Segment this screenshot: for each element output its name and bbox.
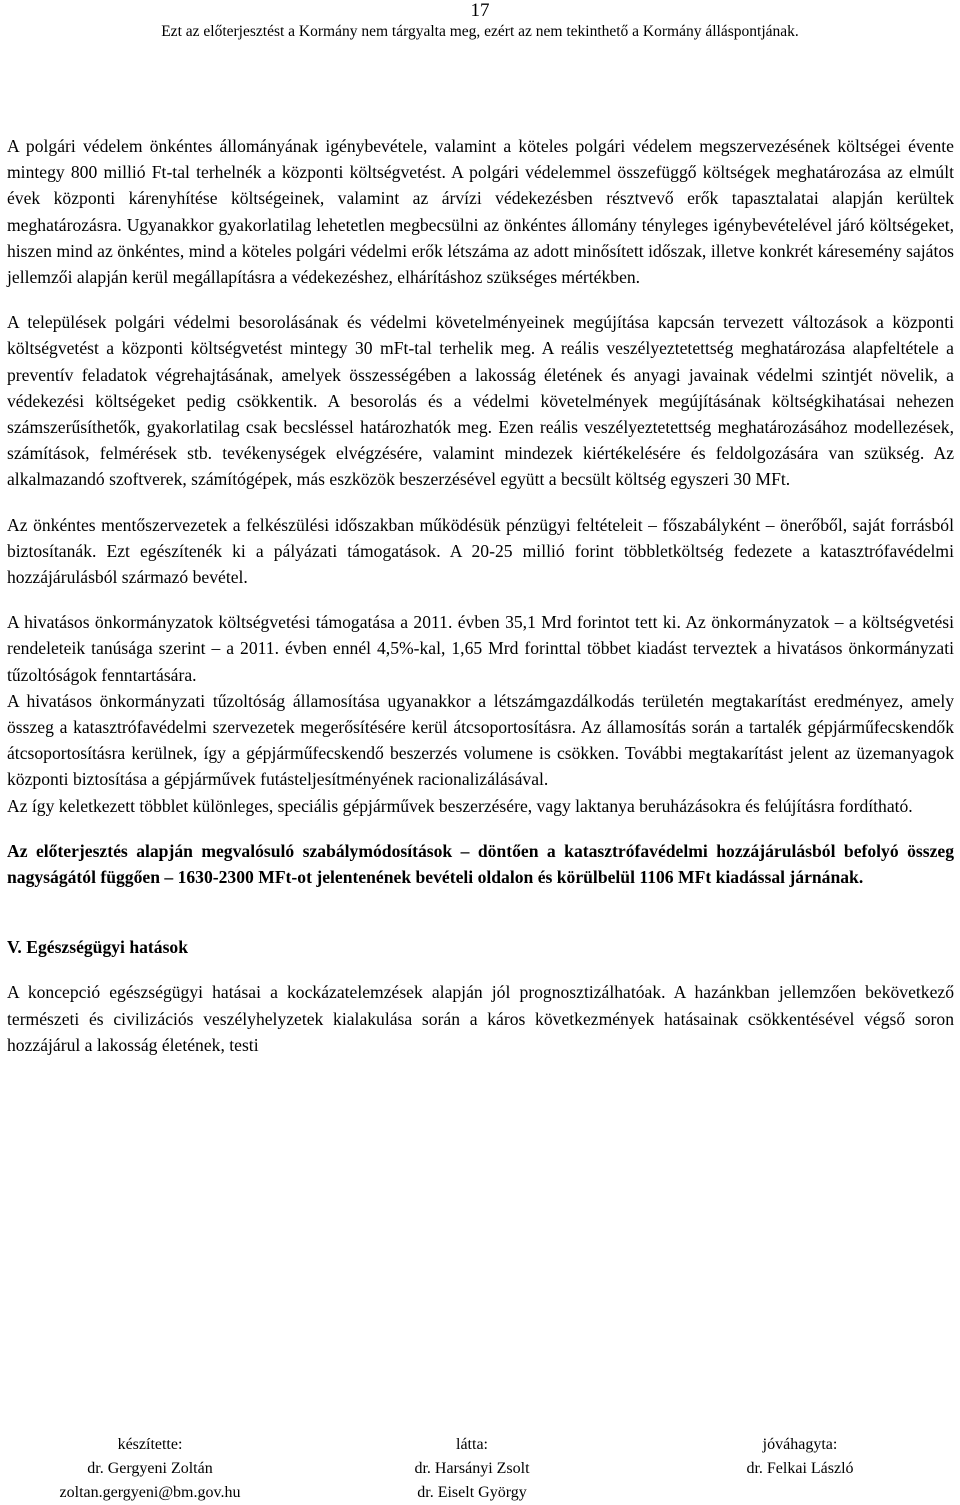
footer-seen-column [342, 1433, 602, 1505]
paragraph-surplus: Az így keletkezett többlet különleges, speciális gépjárművek beszerzésére, vagy laktanya beruházásokra és felújításra fordítható. [7, 795, 913, 816]
document-body [7, 133, 954, 1058]
prepared-label: készítette: [117, 1436, 183, 1453]
approved-name: dr. Felkai László [746, 1460, 854, 1477]
footer-prepared-column [20, 1433, 280, 1505]
paragraph-civil-defense-costs: A polgári védelem önkéntes állományának igénybevétele, valamint a köteles polgári védelem megszervezésének költségei évente mintegy 800 millió Ft-tal terhelnék a központi költségvetést. A polgári védelemmel összefüggő költségek meghatározása az elmúlt évek központi kárenyhítése költségeinek, valamint az árvízi védekezésben résztvevő erők tapasztalatai alapján kerültek meghatározásra. Ugyanakkor gyakorlatilag lehetetlen megbecsülni az önkéntes állomány tényleges igénybevételével járó költségeket, hiszen mind az önkéntes, mind a köteles polgári védelmi erők létszáma az adott minősített időszak, illetve konkrét káresemény sajátos jellemzői alapján kerül megállapításra a védekezéshez, elhárításhoz szükséges mértékben. [7, 136, 954, 288]
paragraph-volunteer-rescue: Az önkéntes mentőszervezetek a felkészülési időszakban működésük pénzügyi feltételeit – főszabályként – önerőből, saját forrásból biztosítanák. Ezt egészítenék ki a pályázati támogatások. A 20-25 millió forint többletköltség fedezete a katasztrófavédelmi hozzájárulásból származó bevétel. [7, 514, 954, 588]
prepared-name: dr. Gergyeni Zoltán [87, 1460, 213, 1477]
page-number: 17 [470, 0, 490, 21]
page-header [0, 0, 960, 42]
footer-approved-column [670, 1433, 930, 1481]
paragraph-settlement-classification: A települések polgári védelmi besorolásának és védelmi követelményeinek megújítása kapcsán tervezett változások a központi költségvetést a központi költségvetést mintegy 30 mFt-tal terhelik meg. A reális veszélyeztetettség meghatározása alapfeltétele a preventív feladatok végrehajtásának, amelyek összességében a lakosság életének és anyagi javainak védelmi szintjét növelik, a védekezési költségeket pedig csökkentik. A besorolás és a védelmi követelmények megújításának költségkihatásai nehezen számszerűsíthetők, gyakorlatilag csak becsléssel határozhatók meg. Ezen reális veszélyeztetettség meghatározásához modellezések, számítások, felmérések stb. tevékenységek elvégzésére, valamint mindezek kiértékelésére és feldolgozására van szükség. Az alkalmazandó szoftverek, számítógépek, más eszközök beszerzésével együtt a becsült költség egyszeri 30 MFt. [7, 312, 954, 490]
paragraph-summary-bold: Az előterjesztés alapján megvalósuló szabálymódosítások – döntően a katasztrófavédelmi hozzájárulásból befolyó összeg nagyságától függően – 1630-2300 MFt-ot jelentenének bevételi oldalon és körülbelül 1106 MFt kiadással járnának. [7, 840, 954, 888]
seen-label: látta: [456, 1436, 488, 1453]
paragraph-municipal-support: A hivatásos önkormányzatok költségvetési támogatása a 2011. évben 35,1 Mrd forintot tett ki. Az önkormányzatok – a költségvetési rendeleteik tanúsága szerint – a 2011. évben ennél 4,5%-kal, 1,65 Mrd forinttal többet kiadást terveztek a hivatásos önkormányzati tűzoltóságok fenntartására. [7, 612, 954, 685]
approved-label: jóváhagyta: [762, 1436, 838, 1453]
disclaimer-text: Ezt az előterjesztést a Kormány nem tárgyalta meg, ezért az nem tekinthető a Kormány álláspontjának. [161, 23, 799, 40]
seen-name-2: dr. Eiselt György [417, 1484, 527, 1501]
section-heading-health: V. Egészségügyi hatások [7, 937, 189, 958]
paragraph-nationalization: A hivatásos önkormányzati tűzoltóság államosítása ugyanakkor a létszámgazdálkodás területén megtakarítást eredményez, amely összeg a katasztrófavédelmi szervezetek megerősítésére kerül átcsoportosításra. Az államosítás során a tartalék gépjárműfecskendők átcsoportosításra kerülnek, így a gépjárműfecskendő beszerzés volumene is csökken. További megtakarítást jelent az üzemanyagok központi biztosítása a gépjárművek futásteljesítményének racionalizálásával. [7, 690, 954, 790]
seen-name-1: dr. Harsányi Zsolt [414, 1460, 530, 1477]
paragraph-health-effects: A koncepció egészségügyi hatásai a kockázatelemzések alapján jól prognosztizálhatóak. A hazánkban jellemzően bekövetkező természeti és civilizációs veszélyhelyzetek kialakulása során a káros következmények hatásainak csökkentésével végső soron hozzájárul a lakosság életének, testi [7, 982, 954, 1055]
prepared-email: zoltan.gergyeni@bm.gov.hu [59, 1484, 241, 1501]
